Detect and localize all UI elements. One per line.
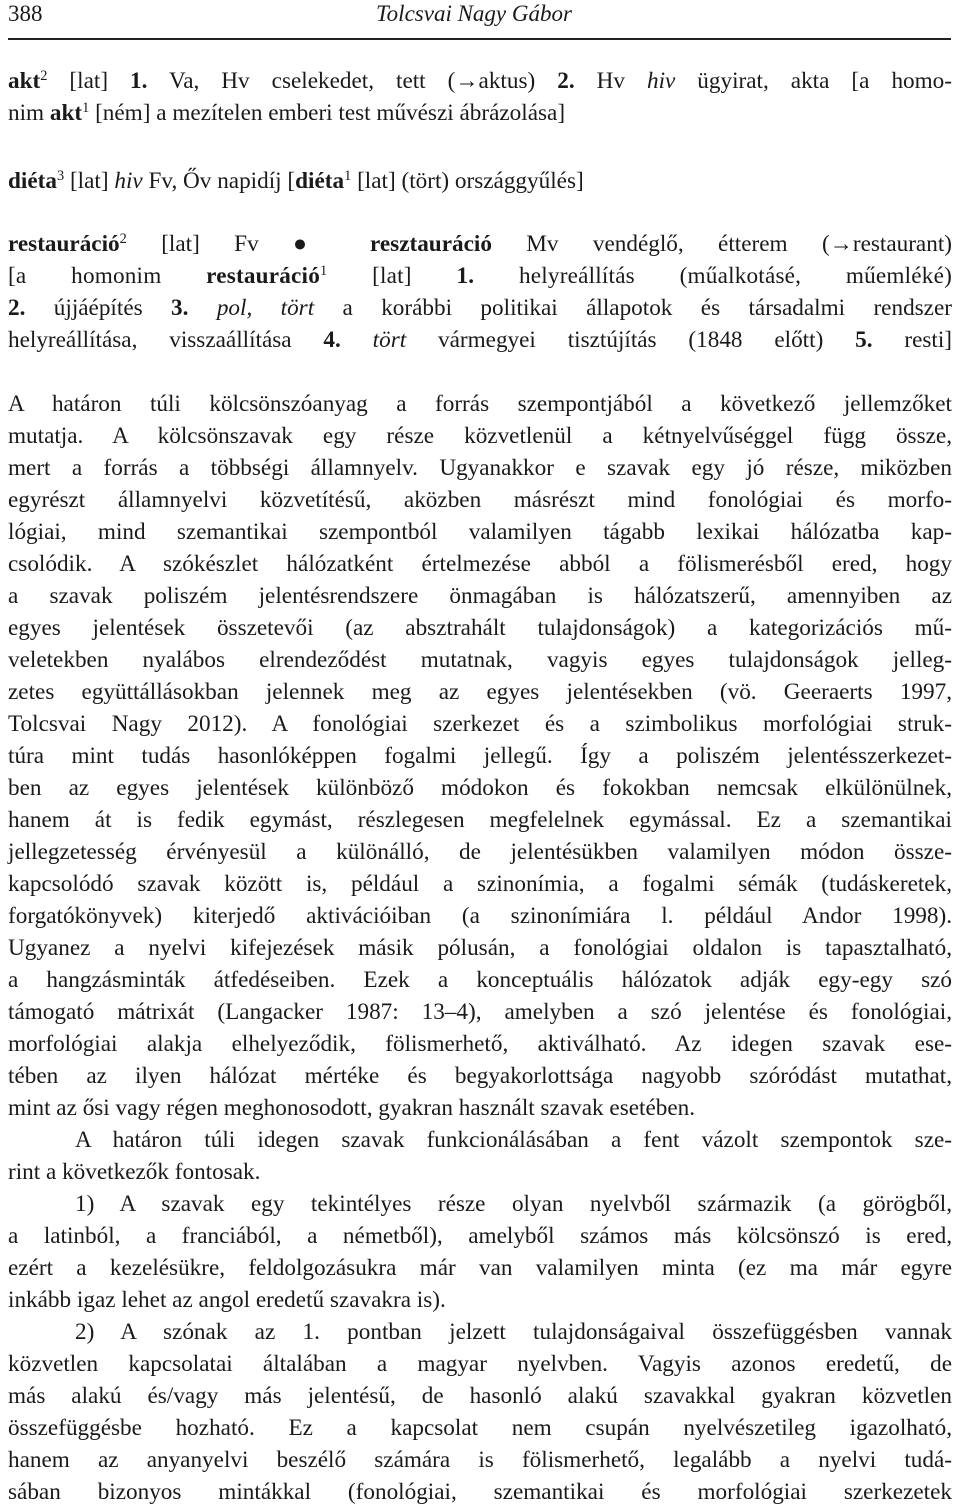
text-line: forgatókönyvek) kiterjedő aktivációiban (a szinonímiára l. például Andor 1998). — [8, 903, 952, 929]
text-line: A határon túli idegen szavak funkcionálásában a fent vázolt szempontok sze- — [75, 1127, 952, 1153]
text-line: inkább igaz lehet az angol eredetű szavakra is). — [8, 1287, 446, 1313]
text-line: 2) A szónak az 1. pontban jelzett tulajdonságaival összefüggésben vannak — [75, 1319, 952, 1345]
text-line: támogató mátrixát (Langacker 1987: 13–4), amelyben a szó jelentése és fonológiai, — [8, 999, 952, 1025]
headword: restauráció — [8, 231, 120, 257]
entry-line: [a homonim restauráció$^1$ [lat] 1. helyreállítás (műalkotásé, műemléké) — [8, 263, 952, 289]
sense-number: 1. — [130, 68, 148, 94]
text-line: kapcsolódó szavak között is, például a szinonímia, a fogalmi sémák (tudáskeretek, — [8, 871, 952, 897]
entry-line: restauráció$^2$ [lat] Fv ● resztauráció Mv vendéglő, étterem (→restaurant) — [8, 231, 952, 257]
register-label: hiv — [646, 68, 676, 94]
text-line: veletekben nyalábos elrendeződést mutatnak, vagyis egyes tulajdonságok jelleg- — [8, 647, 952, 673]
text-line: túra mint tudás hasonlóképpen fogalmi jellegű. Így a poliszém jelentésszerkezet- — [8, 743, 952, 769]
sense-number: 5. — [855, 327, 873, 353]
register-label: pol, tört — [216, 295, 315, 321]
text-line: A határon túli kölcsönszóanyag a forrás szempontjából a következő jellemzőket — [8, 391, 952, 417]
text-line: morfológiai alakja elhelyeződik, fölismerhető, aktiválható. Az idegen szavak ese- — [8, 1031, 952, 1057]
text-line: lógiai, mind szemantikai szempontból valamilyen tágabb lexikai hálózatba kap- — [8, 519, 952, 545]
entry-line: diéta$^3$ [lat] hiv Fv, Őv napidíj [diéta$^1$ [lat] (tört) országgyűlés] — [8, 168, 584, 194]
sense-number: 4. — [323, 327, 341, 353]
text-line: mint az ősi vagy régen meghonosodott, gyakran használt szavak esetében. — [8, 1095, 696, 1121]
text-line: rint a következők fontosak. — [8, 1159, 261, 1185]
header-rule — [8, 38, 951, 40]
variant-headword: resztauráció — [370, 231, 492, 257]
text-line: összefüggésbe hozható. Ez a kapcsolat nem csupán nyelvészetileg igazolható, — [8, 1415, 952, 1441]
text-line: a hangzásminták átfedéseiben. Ezek a konceptuális hálózatok adják egy-egy szó — [8, 967, 952, 993]
text-line: 1) A szavak egy tekintélyes része olyan nyelvből származik (a görögből, — [75, 1191, 952, 1217]
sense-number: 2. — [8, 295, 26, 321]
text-line: zetes együttállásokban jelennek meg az egyes jelentésekben (vö. Geeraerts 1997, — [8, 679, 952, 705]
text-line: a szavak poliszém jelentésrendszere önmagában is hálózatszerű, amennyiben az — [8, 583, 952, 609]
text-line: egyrészt államnyelvi közvetítésű, aközben másrészt mind fonológiai és morfo- — [8, 487, 952, 513]
body-text — [8, 388, 952, 1508]
register-label: hiv — [114, 168, 143, 194]
homonym-index: 1 — [319, 263, 328, 280]
entry-line: 2. újjáépítés 3. pol, tört a korábbi politikai állapotok és társadalmi rendszer — [8, 295, 952, 321]
homonym-index: 2 — [119, 231, 127, 248]
headword: akt — [8, 68, 41, 94]
text-line: sában bizonyos mintákkal (fonológiai, szemantikai és morfológiai szerkezetek — [8, 1479, 952, 1505]
homonym-index: 1 — [344, 168, 352, 185]
text-line: csolódik. A szókészlet hálózatként értelmezése abból a fölismerésből ered, hogy — [8, 551, 952, 577]
text-line: Ugyanez a nyelvi kifejezések másik pólusán, a fonológiai oldalon is tapasztalható, — [8, 935, 952, 961]
homonym-index: 2 — [40, 68, 48, 85]
text-line: tében az ilyen hálózat mértéke és begyakorlottsága nagyobb szóródást mutathat, — [8, 1063, 952, 1089]
entry-dieta — [8, 165, 952, 197]
entry-akt — [8, 65, 952, 129]
entry-line: helyreállítása, visszaállítása 4. tört vármegyei tisztújítás (1848 előtt) 5. resti] — [8, 327, 953, 353]
text-line: mert a forrás a többségi államnyelv. Ugyanakkor e szavak egy jó része, miközben — [8, 455, 952, 481]
sense-number: 1. — [456, 263, 475, 289]
text-line: hanem át is fedik egymást, részlegesen megfelelnek egymással. Ez a szemantikai — [8, 807, 952, 833]
text-line: más alakú és/vagy más jelentésű, de hasonló alakú szavakkal gyakran közvetlen — [8, 1383, 952, 1409]
homonym-index: 3 — [56, 168, 65, 185]
sense-number: 2. — [557, 68, 575, 94]
homonym-index: 1 — [82, 100, 90, 117]
page-number: 388 — [8, 1, 43, 26]
text-line: ben az egyes jelentések különböző módokon és fokokban nemcsak elkülönülnek, — [8, 775, 952, 801]
text-line: közvetlen kapcsolatai általában a magyar nyelvben. Vagyis azonos eredetű, de — [8, 1351, 952, 1377]
entry-restauracio — [8, 228, 952, 356]
headword: diéta — [8, 168, 57, 194]
text-line: egyes jelentések összetevői (az absztrahált tulajdonságok) a kategorizációs mű- — [8, 615, 952, 641]
headword: diéta — [295, 168, 345, 194]
entry-line: akt$^2$ [lat] 1. Va, Hv cselekedet, tett (→aktus) 2. Hv hiv ügyirat, akta [a homo- — [8, 68, 952, 94]
text-line: mutatja. A kölcsönszavak egy része közvetlenül a kétnyelvűséggel függ össze, — [8, 423, 952, 449]
text-line: ezért a kezelésükre, feldolgozásukra már van valamilyen minta (ez ma már egyre — [8, 1255, 952, 1281]
headword: restauráció — [206, 263, 320, 289]
running-header — [0, 0, 960, 40]
register-label: tört — [372, 327, 407, 353]
text-line: Tolcsvai Nagy 2012). A fonológiai szerkezet és a szimbolikus morfológiai struk- — [8, 711, 952, 737]
sense-number: 3. — [171, 295, 189, 321]
entry-line: nim akt$^1$ [ném] a mezítelen emberi test művészi ábrázolása] — [8, 100, 566, 126]
headword: akt — [49, 100, 83, 126]
text-line: jellegzetesség érvényesül a különálló, de jelentésükben valamilyen módon össze- — [8, 839, 952, 865]
text-line: hanem az anyanyelvi beszélő számára is fölismerhető, legalább a nyelvi tudá- — [8, 1447, 952, 1473]
text-line: a latinból, a franciából, a németből), amelyből számos más kölcsönszó is ered, — [8, 1223, 952, 1249]
running-head-author: Tolcsvai Nagy Gábor — [376, 1, 572, 26]
